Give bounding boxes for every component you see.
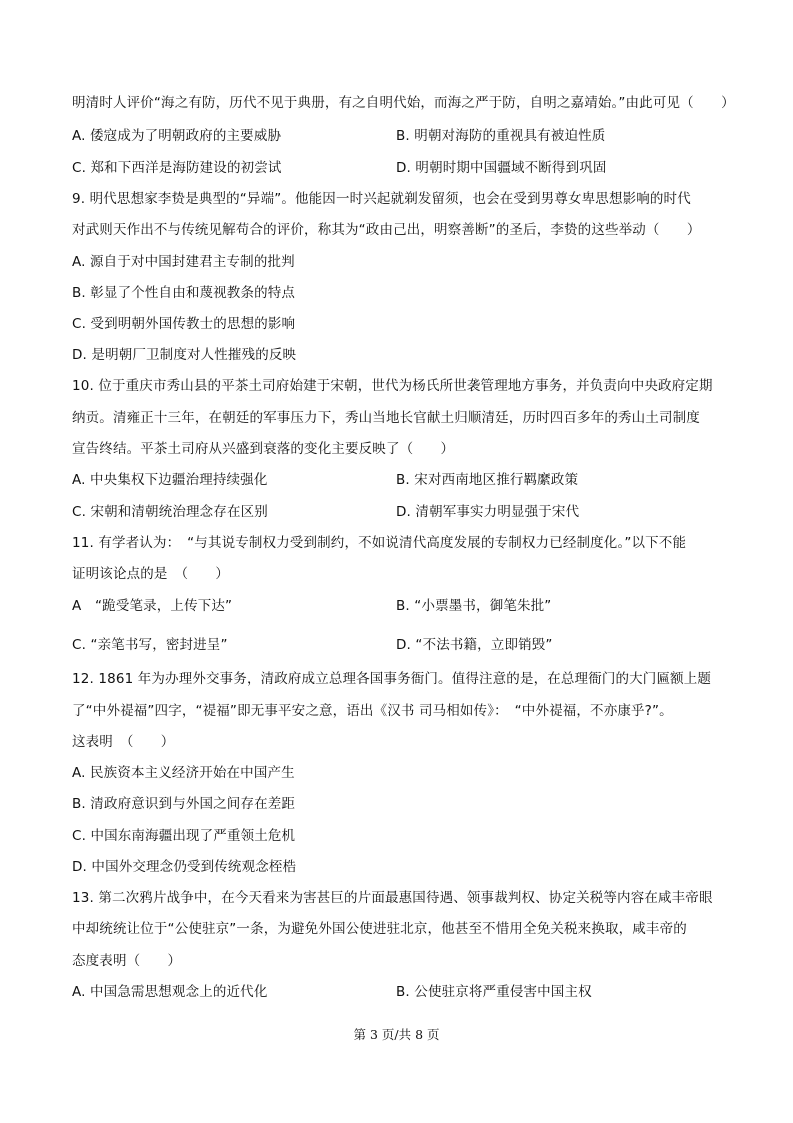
q12-option-d: D. 中国外交理念仍受到传统观念桎梏 (72, 859, 297, 875)
q11-option-c: C. “亲笔书写，密封进呈” (72, 637, 228, 653)
q9-stem-line-2: 对武则天作出不与传统见解苟合的评价，称其为“政由己出，明察善断”的圣后，李贽的这些举动（ ） (72, 222, 701, 238)
q8-option-d: D. 明朝时期中国疆域不断得到巩固 (396, 160, 607, 176)
q10-stem-line-2: 纳贡。清雍正十三年，在朝廷的军事压力下，秀山当地长官献土归顺清廷，历时四百多年的秀山土司制度 (72, 410, 700, 426)
q10-stem-line-1: 10. 位于重庆市秀山县的平茶土司府始建于宋朝，世代为杨氏所世袭管理地方事务，并负责向中央政府定期 (72, 378, 713, 394)
q12-stem-line-2: 了“中外禔福”四字，“禔福”即无事平安之意，语出《汉书 司马相如传》： “中外禔福，不亦康乎?”。 (72, 703, 673, 719)
q9-stem-line-1: 9. 明代思想家李贽是典型的“异端”。他能因一时兴起就剃发留须，也会在受到男尊女卑思想影响的时代 (72, 191, 691, 207)
q12-option-c: C. 中国东南海疆出现了严重领土危机 (72, 828, 296, 844)
q11-stem-line-1: 11. 有学者认为： “与其说专制权力受到制约，不如说清代高度发展的专制权力已经制度化。”以下不能 (72, 535, 687, 551)
q10-option-a: A. 中央集权下边疆治理持续强化 (72, 472, 268, 488)
q12-option-a: A. 民族资本主义经济开始在中国产生 (72, 765, 295, 781)
q8-option-a: A. 倭寇成为了明朝政府的主要威胁 (72, 128, 282, 144)
q10-stem-line-3: 宣告终结。平茶土司府从兴盛到衰落的变化主要反映了（ ） (72, 441, 455, 457)
q13-stem-line-3: 态度表明（ ） (72, 953, 182, 969)
q9-option-b: B. 彰显了个性自由和蔑视教条的特点 (72, 285, 296, 301)
page-number: 第 3 页/共 8 页 (353, 1027, 440, 1042)
q8-option-c: C. 郑和下西洋是海防建设的初尝试 (72, 160, 282, 176)
q10-option-c: C. 宋朝和清朝统治理念存在区别 (72, 504, 268, 520)
q8-stem: 明清时人评价“海之有防，历代不见于典册，有之自明代始，而海之严于防，自明之嘉靖始。”由此可见（ ） (72, 95, 735, 111)
q13-stem-line-2: 中却统统让位于“公使驻京”一条，为避免外国公使进驻北京，他甚至不惜用全免关税来换取，咸丰帝的 (72, 921, 687, 937)
q11-option-a: A “跪受笔录，上传下达” (72, 598, 233, 614)
q11-option-b: B. “小票墨书，御笔朱批” (396, 598, 552, 614)
q10-option-d: D. 清朝军事实力明显强于宋代 (396, 504, 580, 520)
q12-option-b: B. 清政府意识到与外国之间存在差距 (72, 796, 296, 812)
q12-stem-line-1: 12. 1861 年为办理外交事务，清政府成立总理各国事务衙门。值得注意的是，在总理衙门的大门匾额上题 (72, 671, 712, 687)
q11-option-d: D. “不法书籍，立即销毁” (396, 637, 553, 653)
q12-stem-line-3: 这表明 （ ） (72, 734, 175, 750)
q9-option-a: A. 源自于对中国封建君主专制的批判 (72, 254, 295, 270)
q11-stem-line-2: 证明该论点的是 （ ） (72, 566, 230, 582)
q13-stem-line-1: 13. 第二次鸦片战争中，在今天看来为害甚巨的片面最惠国待遇、领事裁判权、协定关税等内容在咸丰帝眼 (72, 890, 713, 906)
q8-option-b: B. 明朝对海防的重视具有被迫性质 (396, 128, 606, 144)
q9-option-d: D. 是明朝厂卫制度对人性摧残的反映 (72, 347, 297, 363)
q10-option-b: B. 宋对西南地区推行羁縻政策 (396, 472, 579, 488)
q13-option-b: B. 公使驻京将严重侵害中国主权 (396, 984, 592, 1000)
q13-option-a: A. 中国急需思想观念上的近代化 (72, 984, 268, 1000)
q9-option-c: C. 受到明朝外国传教士的思想的影响 (72, 316, 296, 332)
